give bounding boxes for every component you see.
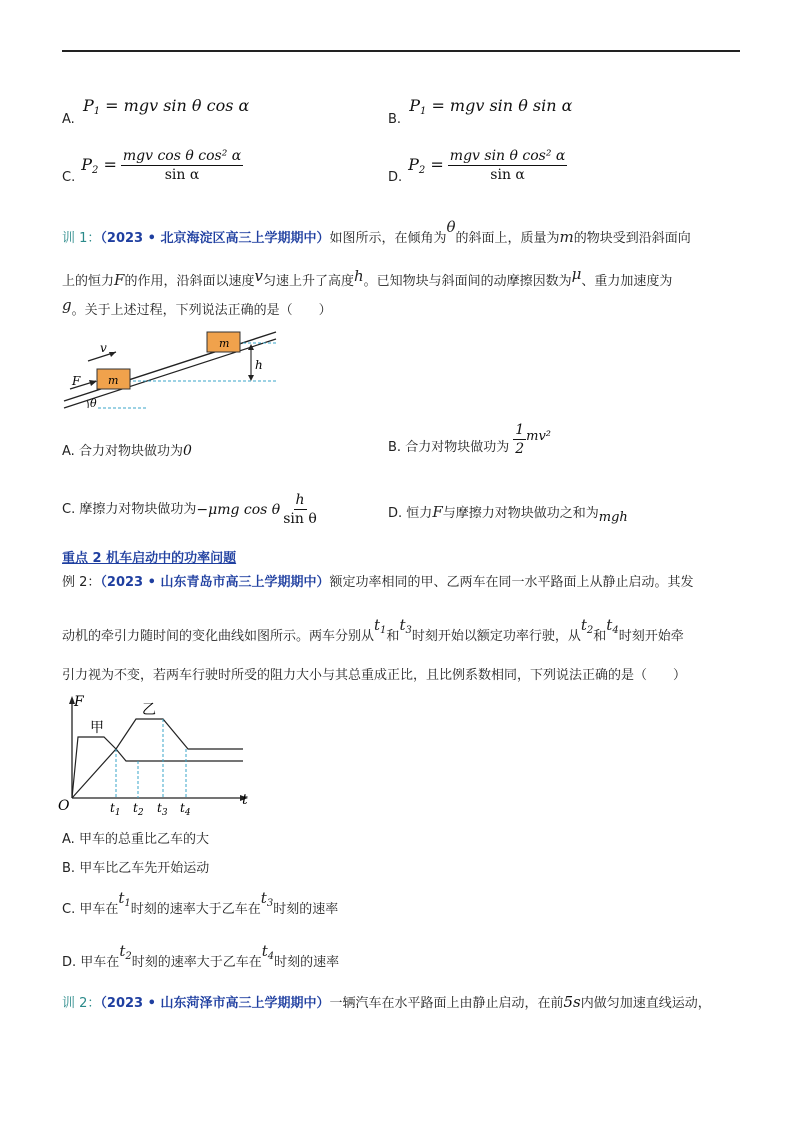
math-symbol: P — [81, 155, 92, 174]
option-letter: D. — [388, 506, 403, 521]
li2-option-c: C. 甲车在$t_1$时刻的速率大于乙车在$t_3$时刻的速率 — [62, 889, 339, 917]
tick-t3: $t_3$ — [157, 801, 168, 818]
subscript: 1 — [380, 625, 387, 636]
fraction: $\frac{1}{2}$ — [515, 422, 525, 457]
tick-t4: $t_4$ — [180, 801, 191, 818]
subscript: 3 — [405, 625, 412, 636]
mu-symbol: μ — [571, 265, 582, 283]
duration-value: 5s — [563, 993, 581, 1011]
block-label: m — [108, 374, 119, 387]
subscript: 2 — [91, 165, 99, 176]
option-text: 甲车的总重比乙车的大 — [78, 832, 209, 847]
question-source: （2023 • 北京海淀区高三上学期期中） — [100, 231, 330, 246]
text: 时刻开始以额定功率行驶，从 — [411, 629, 581, 644]
option-value: mgh — [598, 510, 628, 525]
subscript: 2 — [586, 625, 594, 636]
text: 。关于上述过程，下列说法正确的是（ ） — [71, 303, 332, 318]
option-d: D. $P_2$ = $\frac{\text{mgv sin θ cos² α}}{\text{sin α}}$ — [388, 148, 566, 185]
text: 匀速上升了高度 — [262, 274, 354, 289]
option-text: 合力对物块做功为 — [78, 444, 183, 459]
subscript: 4 — [612, 625, 619, 636]
option-text: 时刻的速率大于乙车在 — [131, 955, 262, 970]
formula: = mgv sin θ cos α — [105, 96, 250, 115]
velocity-arrowhead — [109, 352, 116, 357]
text: 、重力加速度为 — [581, 274, 673, 289]
option-letter: B. — [62, 861, 76, 876]
theta-label: θ — [90, 397, 97, 410]
question-prefix: 训 2： — [62, 996, 101, 1011]
li2-option-d: D. 甲车在$t_2$时刻的速率大于乙车在$t_4$时刻的速率 — [62, 942, 340, 970]
text: 动机的牵引力随时间的变化曲线如图所示。两车分别从 — [62, 629, 375, 644]
xun1-option-c — [62, 492, 317, 527]
text: 内做匀加速直线运动， — [580, 996, 711, 1011]
option-letter: A. — [62, 444, 75, 459]
subscript: 4 — [267, 951, 275, 962]
option-expression: −μmg cos θ — [196, 501, 281, 518]
text: 和 — [386, 629, 400, 644]
li2-option-b — [62, 860, 209, 878]
formula: = mgv sin θ sin α — [431, 96, 573, 115]
theta-symbol: θ — [446, 218, 456, 236]
option-text: 时刻的速率 — [274, 955, 340, 970]
option-c: C. $P_2$ = $\frac{\text{mgv cos θ cos² α}}{\text{sin α}}$ — [62, 148, 242, 185]
subscript: 2 — [418, 165, 426, 176]
text: 和 — [593, 629, 607, 644]
tick-t2: $t_2$ — [133, 801, 144, 818]
fraction: $\frac{\text{mgv sin θ cos² α}}{\text{sin α}}$ — [449, 148, 566, 183]
option-letter: C. — [62, 902, 76, 917]
option-value: 0 — [182, 443, 192, 459]
xun1-line-1 — [62, 218, 691, 248]
li2-line-2: 动机的牵引力随时间的变化曲线如图所示。两车分别从$t_1$和$t_3$时刻开始以额定功率行驶，从$t_2$和$t_4$时刻开始牵 — [62, 616, 684, 644]
subscript: 3 — [266, 898, 274, 909]
option-text: 恒力 — [406, 506, 433, 521]
h-symbol: h — [353, 267, 364, 285]
subscript: 1 — [124, 898, 131, 909]
text: 的物块受到沿斜面向 — [573, 231, 691, 246]
question-source: （2023 • 山东菏泽市高三上学期期中） — [100, 996, 330, 1011]
v-label: v — [100, 341, 107, 355]
text: 时刻开始牵 — [618, 629, 684, 644]
li2-line-3: 引力视为不变，若两车行驶时所受的阻力大小与其总重成正比，且比例系数相同，下列说法正确的是（ ） — [62, 668, 687, 683]
option-text: 甲车比乙车先开始运动 — [79, 861, 210, 876]
xun1-option-a — [62, 442, 192, 461]
option-letter: C. — [62, 501, 76, 517]
option-letter: D. — [62, 955, 77, 970]
yi-label: 乙 — [142, 702, 156, 718]
option-text: 甲车在 — [80, 955, 120, 970]
origin-label: O — [58, 798, 70, 814]
text: 上的恒力 — [62, 274, 115, 289]
force-arrowhead — [89, 380, 97, 386]
xun2-line-1 — [62, 993, 711, 1013]
incline-surface — [64, 332, 276, 401]
question-prefix: 训 1： — [62, 231, 101, 246]
text: 的作用，沿斜面以速度 — [124, 274, 255, 289]
section-heading: 重点 2 机车启动中的功率问题 — [62, 551, 237, 566]
incline-figure — [58, 322, 288, 414]
option-letter: B. — [388, 439, 402, 455]
math-symbol: P — [409, 96, 420, 115]
xun1-option-b — [388, 422, 551, 457]
tick-t1: $t_1$ — [110, 801, 121, 818]
f-symbol: F — [114, 271, 125, 289]
fraction: $\frac{h}{\text{sin θ}}$ — [283, 492, 317, 527]
text: 如图所示，在倾角为 — [329, 231, 447, 246]
text: 一辆汽车在水平路面上由静止启动，在前 — [329, 996, 564, 1011]
jia-curve — [72, 737, 243, 798]
xun1-line-3 — [62, 296, 332, 320]
text: 的斜面上，质量为 — [455, 231, 560, 246]
f-axis-label: F — [74, 694, 84, 710]
option-text: 甲车在 — [79, 902, 119, 917]
g-symbol: g — [62, 296, 72, 314]
option-text: 与摩擦力对物块做功之和为 — [442, 506, 599, 521]
t-axis-label: t — [242, 792, 248, 808]
option-text: 合力对物块做功为 — [405, 439, 510, 455]
v-symbol: v — [254, 267, 263, 285]
question-source: （2023 • 山东青岛市高三上学期期中） — [100, 575, 330, 590]
block-label: m — [219, 337, 230, 350]
option-text: 时刻的速率 — [273, 902, 339, 917]
option-b — [388, 96, 573, 127]
option-letter: D. — [388, 170, 403, 185]
m-symbol: m — [559, 228, 574, 246]
h-label: h — [255, 358, 263, 372]
subscript: 2 — [125, 951, 132, 962]
li2-line-1 — [62, 574, 693, 592]
fraction: $\frac{\text{mgv cos θ cos² α}}{\text{sin α}}$ — [122, 148, 242, 183]
force-time-graph — [58, 690, 258, 818]
xun1-option-d — [388, 503, 628, 523]
question-prefix: 例 2： — [62, 575, 101, 590]
text: 额定功率相同的甲、乙两车在同一水平路面上从静止启动。其发 — [329, 575, 694, 590]
option-text: 时刻的速率大于乙车在 — [130, 902, 261, 917]
jia-label: 甲 — [90, 720, 104, 736]
math-symbol: P — [82, 96, 94, 115]
option-letter: C. — [62, 170, 76, 185]
option-letter: B. — [388, 112, 402, 127]
option-letter: A. — [62, 112, 75, 127]
f-symbol: F — [432, 503, 443, 521]
option-letter: A. — [62, 832, 75, 847]
f-label: F — [72, 374, 81, 388]
li2-option-a — [62, 831, 209, 849]
xun1-line-2 — [62, 265, 673, 291]
subscript: 1 — [419, 106, 427, 117]
subscript: 1 — [93, 106, 101, 117]
height-arrowhead-bottom — [248, 375, 254, 381]
option-a — [62, 96, 250, 127]
top-rule — [62, 50, 740, 52]
angle-arc — [87, 400, 88, 408]
option-value: mv² — [526, 429, 552, 444]
math-symbol: P — [408, 155, 419, 174]
option-text: 摩擦力对物块做功为 — [79, 501, 197, 517]
text: 。已知物块与斜面间的动摩擦因数为 — [363, 274, 572, 289]
